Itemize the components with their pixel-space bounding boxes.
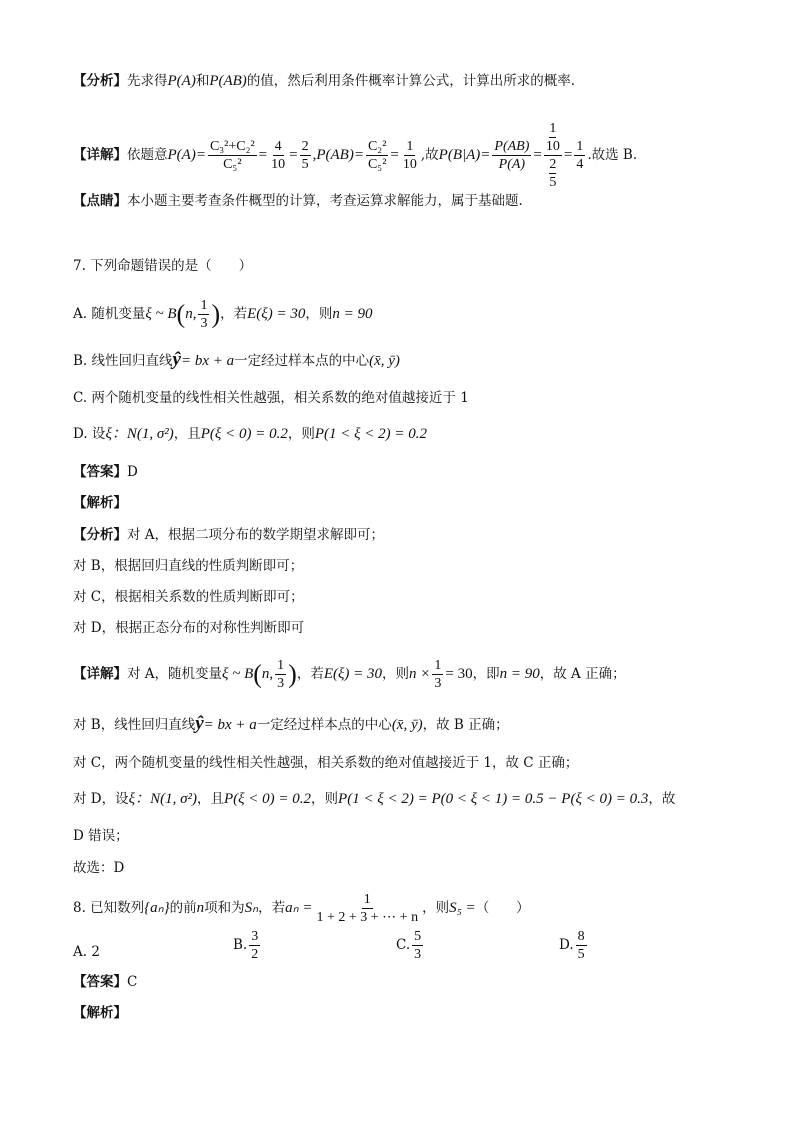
detail-b <box>73 713 509 736</box>
equals: = <box>289 147 298 163</box>
question-text: ，若 <box>258 900 286 916</box>
math-expr: n × <box>409 666 431 682</box>
detail-text: 一定经过样本点的中心 <box>256 717 392 733</box>
fraction-den: 10 <box>545 139 560 154</box>
fraction <box>315 891 421 926</box>
fraction-den: 3 <box>414 947 422 962</box>
answer-line <box>73 971 137 993</box>
q8-option-a: A. 2 <box>73 944 100 960</box>
detail-text: ，故 B 正确； <box>422 717 509 733</box>
detail-text: 依题意 <box>127 147 168 163</box>
answer-value: D <box>127 464 138 480</box>
detail-text: ，故 <box>648 791 676 807</box>
q8-option-d <box>559 928 589 963</box>
fraction-num: 2 <box>549 157 557 172</box>
detail-label: 【详解】 <box>73 666 127 682</box>
math-expr: (x̄, ȳ) <box>369 353 400 369</box>
fraction <box>198 297 209 332</box>
fraction <box>366 138 388 173</box>
analysis-text: 对 A，根据二项分布的数学期望求解即可； <box>127 527 385 543</box>
math-expr: ξ ~ B <box>222 666 254 682</box>
fraction-num: 1 <box>363 892 371 907</box>
answer-label: 【答案】 <box>73 464 127 480</box>
option-label: D. <box>559 937 574 953</box>
math-expr: (x̄, ȳ) <box>391 717 423 733</box>
math-expr: E(ξ) = 30 <box>323 666 383 682</box>
detail-d <box>73 788 675 810</box>
fraction-den: C₅² <box>223 157 242 172</box>
math-pab: ,P(AB)= <box>312 147 364 163</box>
q8-option-c <box>396 928 425 963</box>
fraction <box>576 928 587 963</box>
detail-text: ，故 A 正确； <box>539 666 626 682</box>
fraction-den: 3 <box>434 676 442 691</box>
math-expr: n = 90 <box>332 306 373 322</box>
analysis-label: 【分析】 <box>73 527 127 543</box>
math-expr: P(ξ < 0) = 0.2 <box>200 426 288 442</box>
detail-c: 对 C，两个随机变量的线性相关性越强，相关系数的绝对值越接近于 1，故 C 正确； <box>73 755 579 771</box>
detail-text: 对 A，随机变量 <box>127 666 223 682</box>
math-expr: ξ： <box>105 426 127 442</box>
fraction <box>492 138 531 173</box>
fraction-den: P(A) <box>498 157 526 172</box>
math-expr: n = 90 <box>499 666 540 682</box>
option-text: A. 随机变量 <box>73 306 146 322</box>
math-expr: n, <box>185 306 197 322</box>
fraction <box>412 928 423 963</box>
detail-text: ,故 <box>420 147 439 163</box>
fraction-den: 3 <box>277 676 285 691</box>
detail-a <box>73 656 626 692</box>
fraction-den: C₅² <box>367 157 387 172</box>
fraction <box>208 138 257 173</box>
question-7-stem: 7. 下列命题错误的是（ ） <box>73 258 253 274</box>
detail-text: ，则 <box>311 791 339 807</box>
fraction-num: 5 <box>414 929 422 944</box>
q8-option-b <box>233 928 262 963</box>
fraction-num: 1 <box>549 121 557 136</box>
question-text: （ ） <box>475 900 530 916</box>
detail-text: 对 B，线性回归直线 <box>73 717 196 733</box>
fraction-num: 1 <box>200 298 208 313</box>
remark-text: 本小题主要考查条件概型的计算，考查运算求解能力，属于基础题. <box>127 193 523 209</box>
fraction-num: 1 <box>576 139 584 154</box>
fraction-den: 10 <box>271 157 286 172</box>
compound-numerator <box>544 120 562 156</box>
y-hat: ŷ <box>172 349 181 370</box>
option-text: ，则 <box>287 426 315 442</box>
remark-label: 【点睛】 <box>73 193 127 209</box>
fraction <box>300 138 311 173</box>
fraction-den: 5 <box>301 157 309 172</box>
explanation-label: 【解析】 <box>73 495 127 511</box>
fraction <box>249 928 260 963</box>
answer-value: C <box>127 974 138 990</box>
analysis-label: 【分析】 <box>73 73 127 89</box>
answer-line <box>73 461 138 483</box>
fraction-den: 3 <box>200 316 208 331</box>
fraction-den: 1 + 2 + 3 + ⋯ + n <box>316 910 419 925</box>
math-pab: P(AB) <box>209 73 247 89</box>
left-paren: ( <box>253 659 262 689</box>
analysis-text: 先求得 <box>127 73 168 89</box>
math-expr: = 30 <box>445 666 473 682</box>
math-expr: P(ξ < 0) = 0.2 <box>223 791 312 807</box>
analysis-line: 对 B，根据回归直线的性质判断即可； <box>73 558 304 574</box>
fraction-num: 1 <box>434 658 442 673</box>
compound-denominator <box>547 156 558 191</box>
option-label: B. <box>233 937 248 953</box>
answer-label: 【答案】 <box>73 974 127 990</box>
fraction-den: 5 <box>577 947 585 962</box>
fraction-num: 3 <box>251 929 259 944</box>
math-expr: = bx + a <box>203 717 257 733</box>
fraction <box>401 138 419 173</box>
math-pa: P(A) <box>167 73 196 89</box>
math-pa: P(A)= <box>167 147 206 163</box>
math-expr: aₙ = <box>285 900 313 916</box>
math-expr: = bx + a <box>180 353 235 369</box>
option-a <box>73 296 372 332</box>
math-expr: S₅ = <box>449 900 476 916</box>
math-expr: ξ ~ B <box>145 306 177 322</box>
math-expr: E(ξ) = 30 <box>247 306 306 322</box>
fraction-den: 5 <box>549 175 557 190</box>
fraction-num: 1 <box>406 139 414 154</box>
option-d <box>73 423 427 445</box>
detail-text: .故选 B. <box>587 147 638 163</box>
left-paren: ( <box>176 299 186 329</box>
fraction-den: 2 <box>251 947 259 962</box>
detail-text: 对 D，设 <box>73 791 129 807</box>
math-pba: P(B|A)= <box>438 147 491 163</box>
question-text: 项和为 <box>204 900 245 916</box>
detail-text: ，且 <box>196 791 224 807</box>
analysis-line <box>73 70 575 92</box>
question-text: ，则 <box>422 900 450 916</box>
fraction-num: C₂² <box>367 139 387 154</box>
detail-text: ，若 <box>296 666 324 682</box>
math-expr: n, <box>261 666 274 682</box>
fraction-den: 4 <box>576 157 584 172</box>
detail-d-cont: D 错误； <box>73 828 129 844</box>
option-b <box>73 349 400 372</box>
math-expr: P(1 < ξ < 2) = P(0 < ξ < 1) = 0.5 − P(ξ < 0) = 0.3 <box>338 791 649 807</box>
fraction <box>574 138 585 173</box>
math-expr: ξ： <box>128 791 151 807</box>
fraction-num: C₃²+C₂² <box>209 139 255 154</box>
question-text: 8. 已知数列 <box>73 900 145 916</box>
option-text: B. 线性回归直线 <box>73 353 173 369</box>
y-hat: ŷ <box>195 713 204 734</box>
detail-label: 【详解】 <box>73 147 127 163</box>
math-expr: n <box>196 900 205 916</box>
analysis-line: 对 C，根据相关系数的性质判断即可； <box>73 589 304 605</box>
equals: = <box>563 147 573 163</box>
option-text: ，且 <box>173 426 201 442</box>
math-expr: P(1 < ξ < 2) = 0.2 <box>314 426 428 442</box>
compound-fraction <box>544 120 562 191</box>
math-expr: N(1, σ²) <box>150 791 197 807</box>
analysis-line <box>73 524 384 546</box>
right-paren: ) <box>211 299 221 329</box>
fraction-num: 4 <box>274 139 282 154</box>
analysis-line: 对 D，根据正态分布的对称性判断即可 <box>73 620 305 636</box>
detail-line <box>73 120 637 191</box>
fraction-num: 2 <box>301 139 309 154</box>
option-label: C. <box>396 937 411 953</box>
equals: = <box>390 147 399 163</box>
question-text: 的前 <box>169 900 197 916</box>
analysis-text: 的值，然后利用条件概率计算公式，计算出所求的概率. <box>246 73 576 89</box>
fraction-num: 8 <box>577 929 585 944</box>
detail-text: ，则 <box>382 666 410 682</box>
fraction <box>432 657 443 692</box>
fraction <box>269 138 287 173</box>
fraction-den: 10 <box>402 157 417 172</box>
math-expr: N(1, σ²) <box>126 426 174 442</box>
fraction <box>275 657 286 692</box>
option-text: D. 设 <box>73 426 106 442</box>
question-8-stem <box>73 890 530 926</box>
fraction-num: P(AB) <box>494 139 530 154</box>
analysis-text: 和 <box>195 73 210 89</box>
right-paren: ) <box>288 659 297 689</box>
equals: = <box>533 147 542 163</box>
remark-line <box>73 190 523 212</box>
option-text: ，则 <box>305 306 333 322</box>
explanation-label: 【解析】 <box>73 1005 127 1021</box>
math-expr: {aₙ} <box>144 900 170 916</box>
detail-text: ，即 <box>472 666 500 682</box>
option-text: ，若 <box>220 306 248 322</box>
option-c: C. 两个随机变量的线性相关性越强，相关系数的绝对值越接近于 1 <box>73 390 469 406</box>
final-choice: 故选：D <box>73 860 125 876</box>
fraction-num: 1 <box>277 658 285 673</box>
math-expr: Sₙ <box>244 900 259 916</box>
equals: = <box>258 147 268 163</box>
option-text: 一定经过样本点的中心 <box>234 353 370 369</box>
